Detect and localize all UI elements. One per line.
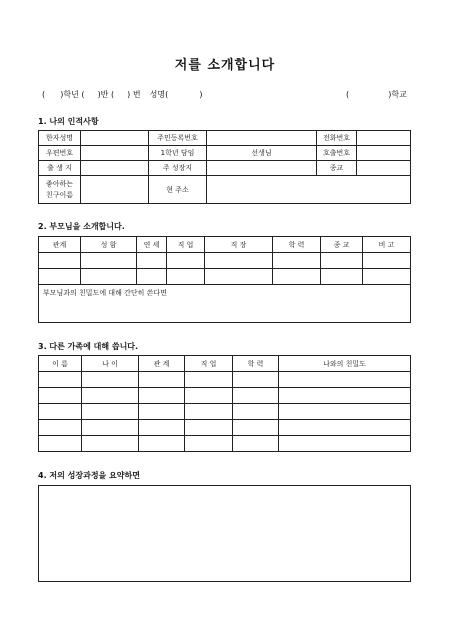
table-cell[interactable] xyxy=(39,269,81,285)
table-cell[interactable] xyxy=(167,269,205,285)
col-age: 연 세 xyxy=(137,237,167,253)
col-workplace: 직 장 xyxy=(205,237,273,253)
table-cell[interactable] xyxy=(139,388,185,404)
table-cell[interactable] xyxy=(81,269,137,285)
family-table xyxy=(38,355,411,452)
table-cell[interactable] xyxy=(321,253,363,269)
page-title: 저를 소개합니다 xyxy=(174,58,276,73)
col-job: 직 업 xyxy=(167,237,205,253)
table-row xyxy=(39,420,411,436)
table-cell[interactable] xyxy=(185,388,233,404)
table-cell[interactable] xyxy=(82,420,139,436)
table-cell[interactable] xyxy=(82,436,139,452)
table-row xyxy=(39,404,411,420)
field-main-grow[interactable] xyxy=(207,161,317,176)
table-cell[interactable] xyxy=(321,269,363,285)
field-birthplace[interactable] xyxy=(81,161,149,176)
col-religion: 종 교 xyxy=(321,237,363,253)
table-cell[interactable] xyxy=(233,420,279,436)
personal-info-table xyxy=(38,130,411,204)
table-row xyxy=(39,372,411,388)
label-pager: 호출번호 xyxy=(317,146,357,161)
table-cell[interactable] xyxy=(279,404,411,420)
info-grade: )학년 ( xyxy=(60,90,85,99)
table-cell[interactable] xyxy=(205,269,273,285)
table-cell[interactable] xyxy=(81,253,137,269)
col-remarks: 비 고 xyxy=(363,237,411,253)
label-zip: 우편번호 xyxy=(39,146,81,161)
table-cell[interactable] xyxy=(139,404,185,420)
info-line-left xyxy=(42,89,202,100)
table-cell[interactable] xyxy=(82,388,139,404)
table-cell[interactable] xyxy=(139,372,185,388)
table-cell[interactable] xyxy=(39,372,82,388)
table-cell[interactable] xyxy=(137,269,167,285)
section2-heading: 2. 부모님을 소개합니다. xyxy=(38,222,125,231)
info-name-close: ) xyxy=(199,90,203,99)
table-cell[interactable] xyxy=(185,436,233,452)
table-cell[interactable] xyxy=(185,420,233,436)
table-cell[interactable] xyxy=(185,404,233,420)
table-cell[interactable] xyxy=(39,253,81,269)
family-col-closeness: 나와의 친밀도 xyxy=(279,356,411,372)
field-pager[interactable] xyxy=(357,146,411,161)
section4-heading: 4. 저의 성장과정을 요약하면 xyxy=(38,471,140,480)
table-cell[interactable] xyxy=(233,436,279,452)
table-cell[interactable] xyxy=(82,404,139,420)
label-birthplace: 출 생 지 xyxy=(39,161,81,176)
table-cell[interactable] xyxy=(279,436,411,452)
info-school-open: ( xyxy=(346,90,350,99)
section3-heading: 3. 다른 가족에 대해 씁니다. xyxy=(38,342,139,351)
table-cell[interactable] xyxy=(233,404,279,420)
table-cell[interactable] xyxy=(205,253,273,269)
info-class: )반 ( xyxy=(97,90,115,99)
label-favorite-friend: 좋아하는 친구이름 xyxy=(39,176,81,204)
label-address: 현 주소 xyxy=(149,176,207,204)
table-cell[interactable] xyxy=(279,372,411,388)
field-name[interactable] xyxy=(81,131,149,146)
field-teacher[interactable]: 선생님 xyxy=(207,146,317,161)
table-cell[interactable] xyxy=(39,404,82,420)
table-cell[interactable] xyxy=(279,388,411,404)
label-resident-no: 주민등록번호 xyxy=(149,131,207,146)
field-phone[interactable] xyxy=(357,131,411,146)
label-name: 한자성명 xyxy=(39,131,81,146)
info-number: ) 번 xyxy=(127,90,141,99)
table-cell[interactable] xyxy=(39,388,82,404)
family-col-age: 나 이 xyxy=(82,356,139,372)
parents-table xyxy=(38,236,411,323)
family-col-relation: 관 계 xyxy=(139,356,185,372)
col-name: 성 함 xyxy=(81,237,137,253)
table-cell[interactable] xyxy=(363,269,411,285)
table-cell[interactable] xyxy=(139,436,185,452)
info-name: 성명( xyxy=(149,90,169,99)
table-row xyxy=(39,388,411,404)
field-resident-no[interactable] xyxy=(207,131,317,146)
info-paren-open: ( xyxy=(42,90,46,99)
label-religion: 종교 xyxy=(317,161,357,176)
section1-heading: 1. 나의 인적사항 xyxy=(38,117,99,126)
growth-summary-box[interactable] xyxy=(38,485,411,582)
family-col-name: 이 름 xyxy=(39,356,82,372)
table-row xyxy=(39,436,411,452)
label-phone: 전화번호 xyxy=(317,131,357,146)
col-education: 학 력 xyxy=(273,237,321,253)
family-col-education: 학 력 xyxy=(233,356,279,372)
info-line-right xyxy=(346,89,407,100)
table-cell[interactable] xyxy=(167,253,205,269)
parents-closeness-note[interactable]: 부모님과의 친밀도에 대해 간단히 쓴다면 xyxy=(39,285,411,323)
label-grade1-teacher: 1학년 담임 xyxy=(149,146,207,161)
field-favorite-friend[interactable] xyxy=(81,176,149,204)
col-relation: 관계 xyxy=(39,237,81,253)
field-zip[interactable] xyxy=(81,146,149,161)
table-cell[interactable] xyxy=(233,372,279,388)
table-cell[interactable] xyxy=(363,253,411,269)
table-cell[interactable] xyxy=(233,388,279,404)
label-main-grow: 주 성장지 xyxy=(149,161,207,176)
table-cell[interactable] xyxy=(39,436,82,452)
table-cell[interactable] xyxy=(39,420,82,436)
info-school: )학교 xyxy=(388,90,407,99)
family-col-job: 직 업 xyxy=(185,356,233,372)
table-cell[interactable] xyxy=(273,269,321,285)
table-cell[interactable] xyxy=(137,253,167,269)
table-cell[interactable] xyxy=(273,253,321,269)
table-cell[interactable] xyxy=(279,420,411,436)
field-religion[interactable] xyxy=(357,161,411,176)
field-address[interactable] xyxy=(207,176,411,204)
table-cell[interactable] xyxy=(185,372,233,388)
table-cell[interactable] xyxy=(82,372,139,388)
table-cell[interactable] xyxy=(139,420,185,436)
